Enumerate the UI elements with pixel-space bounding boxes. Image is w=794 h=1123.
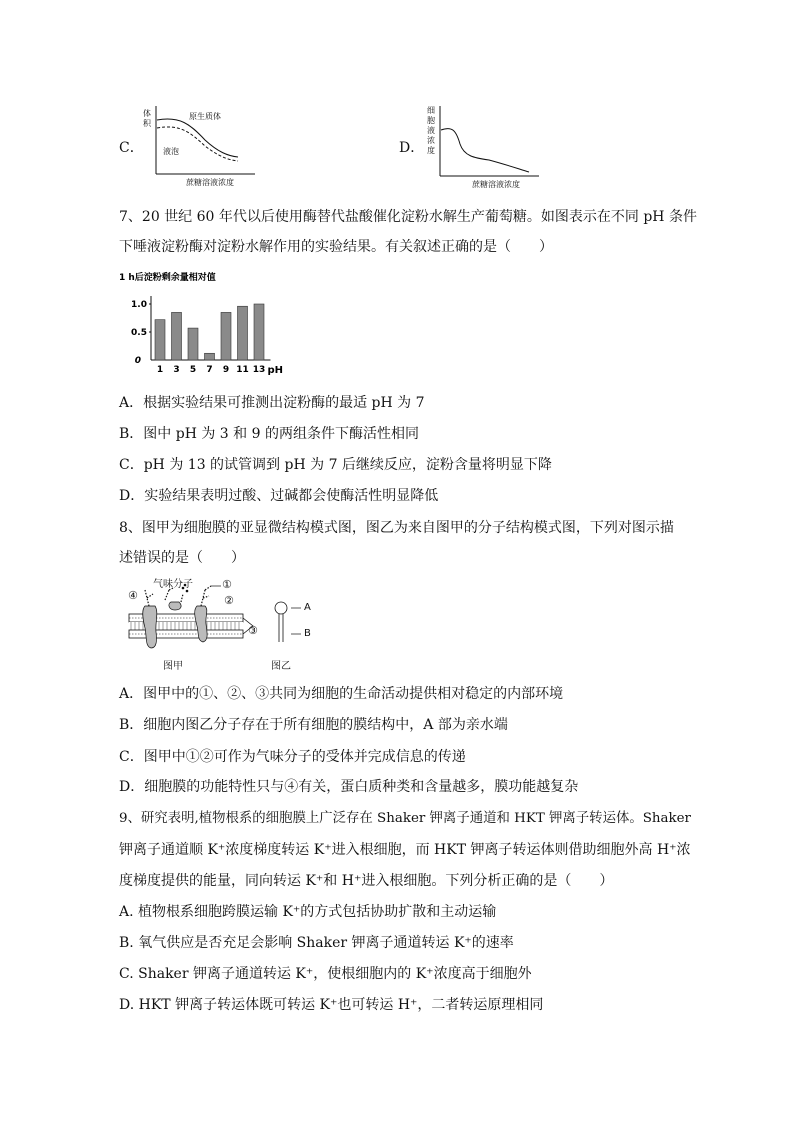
q8-option-c[interactable]: C．图甲中①②可作为气味分子的受体并完成信息的传递 bbox=[119, 749, 466, 765]
chart-y-tick-label: 0 bbox=[134, 356, 141, 366]
graph-c-curve-a-label: 原生质体 bbox=[189, 112, 221, 121]
q8-stem-line-1: 8、图甲为细胞膜的亚显微结构模式图，图乙为来自图甲的分子结构模式图，下列对图示描 bbox=[119, 520, 674, 536]
q7-bar-chart bbox=[119, 268, 309, 380]
marker-1: ① bbox=[222, 578, 232, 591]
fig-jia-caption: 图甲 bbox=[163, 661, 183, 672]
q9-option-c[interactable]: C. Shaker 钾离子通道转运 K⁺，使根细胞内的 K⁺浓度高于细胞外 bbox=[119, 966, 532, 982]
q9-option-d[interactable]: D. HKT 钾离子转运体既可转运 K⁺也可转运 H⁺，二者转运原理相同 bbox=[119, 997, 544, 1013]
graph-c-ylabel: 体积 bbox=[143, 109, 151, 128]
chart-bar-ph-13 bbox=[254, 304, 264, 360]
q8-option-a[interactable]: A．图甲中的①、②、③共同为细胞的生命活动提供相对稳定的内部环境 bbox=[119, 686, 564, 702]
chart-bar-ph-1 bbox=[155, 320, 165, 360]
chart-bar-ph-7 bbox=[205, 353, 215, 360]
marker-4: ④ bbox=[128, 589, 138, 602]
chart-y-tick-label: 1.0 bbox=[131, 300, 147, 310]
graph-c-xlabel: 蔗糖溶液浓度 bbox=[186, 178, 234, 187]
chart-x-tick-label: 9 bbox=[222, 365, 230, 375]
chart-x-tick-label: 13 bbox=[252, 365, 266, 375]
chart-x-axis-label: pH bbox=[267, 365, 284, 376]
glycochain-2 bbox=[201, 586, 211, 606]
option-d-label: D． bbox=[399, 140, 425, 156]
chart-bar-ph-11 bbox=[238, 306, 248, 360]
q7-stem-line-2: 下唾液淀粉酶对淀粉水解作用的实验结果。有关叙述正确的是（ ） bbox=[119, 239, 553, 255]
protein-4 bbox=[143, 606, 157, 648]
chart-x-tick-label: 7 bbox=[206, 365, 213, 375]
graph-d-curve bbox=[441, 129, 529, 172]
q8-option-d[interactable]: D．细胞膜的功能特性只与④有关，蛋白质种类和含量越多，膜功能越复杂 bbox=[119, 779, 579, 795]
q7-stem-line-1: 7、20 世纪 60 年代以后使用酶替代盐酸催化淀粉水解生产葡萄糖。如图表示在不同 pH 条件 bbox=[119, 209, 697, 225]
phospholipid-head bbox=[275, 602, 287, 614]
q9-option-a[interactable]: A. 植物根系细胞跨膜运输 K⁺的方式包括协助扩散和主动运输 bbox=[119, 904, 497, 920]
q9-stem-line-2: 钾离子通道顺 K⁺浓度梯度转运 K⁺进入根细胞，而 HKT 钾离子转运体则借助细胞外高 H⁺浓 bbox=[119, 842, 691, 858]
label-a: A bbox=[304, 602, 311, 613]
marker-3: ③ bbox=[248, 624, 258, 637]
q9-stem-line-1: 9、研究表明,植物根系的细胞膜上广泛存在 Shaker 钾离子通道和 HKT 钾离子转运体。Shaker bbox=[119, 811, 691, 826]
label-b: B bbox=[304, 628, 311, 639]
odor-molecule-label: 气味分子 bbox=[153, 579, 193, 590]
option-c-label: C． bbox=[119, 140, 144, 156]
protein-peripheral bbox=[169, 602, 181, 610]
graph-c-curve-b-label: 液泡 bbox=[163, 147, 179, 156]
q7-option-b[interactable]: B．图中 pH 为 3 和 9 的两组条件下酶活性相同 bbox=[119, 426, 419, 442]
graph-d bbox=[434, 104, 544, 186]
chart-x-tick-label: 5 bbox=[189, 365, 197, 375]
marker-2: ② bbox=[224, 594, 234, 607]
chart-x-tick-label: 1 bbox=[156, 365, 164, 375]
q8-stem-line-2: 述错误的是（ ） bbox=[119, 550, 245, 566]
q9-option-b[interactable]: B. 氧气供应是否充足会影响 Shaker 钾离子通道转运 K⁺的速率 bbox=[119, 935, 514, 951]
q9-stem-line-3: 度梯度提供的能量，同向转运 K⁺和 H⁺进入根细胞。下列分析正确的是（ ） bbox=[119, 873, 614, 889]
glycochain-1 bbox=[145, 590, 153, 606]
chart-x-tick-label: 11 bbox=[236, 365, 249, 375]
q8-option-b[interactable]: B．细胞内图乙分子存在于所有细胞的膜结构中，A 部为亲水端 bbox=[119, 717, 508, 733]
chart-y-tick-label: 0.5 bbox=[131, 328, 147, 338]
q7-option-c[interactable]: C．pH 为 13 的试管调到 pH 为 7 后继续反应，淀粉含量将明显下降 bbox=[119, 457, 552, 473]
q7-option-d[interactable]: D．实验结果表明过酸、过碱都会使酶活性明显降低 bbox=[119, 488, 439, 504]
chart-x-tick-label: 3 bbox=[173, 365, 180, 375]
chart-title: 1 h后淀粉剩余量相对值 bbox=[119, 273, 216, 283]
graph-d-xlabel: 蔗糖溶液浓度 bbox=[472, 180, 520, 189]
graph-d-ylabel: 细胞液浓度 bbox=[427, 106, 435, 155]
q7-option-a[interactable]: A．根据实验结果可推测出淀粉酶的最适 pH 为 7 bbox=[119, 395, 425, 411]
fig-yi-caption: 图乙 bbox=[271, 661, 291, 672]
chart-bar-ph-5 bbox=[188, 328, 198, 360]
glycochain-4 bbox=[181, 594, 183, 602]
chart-bar-ph-9 bbox=[221, 312, 231, 360]
chart-bar-ph-3 bbox=[172, 312, 182, 360]
membrane-diagram bbox=[125, 576, 267, 654]
